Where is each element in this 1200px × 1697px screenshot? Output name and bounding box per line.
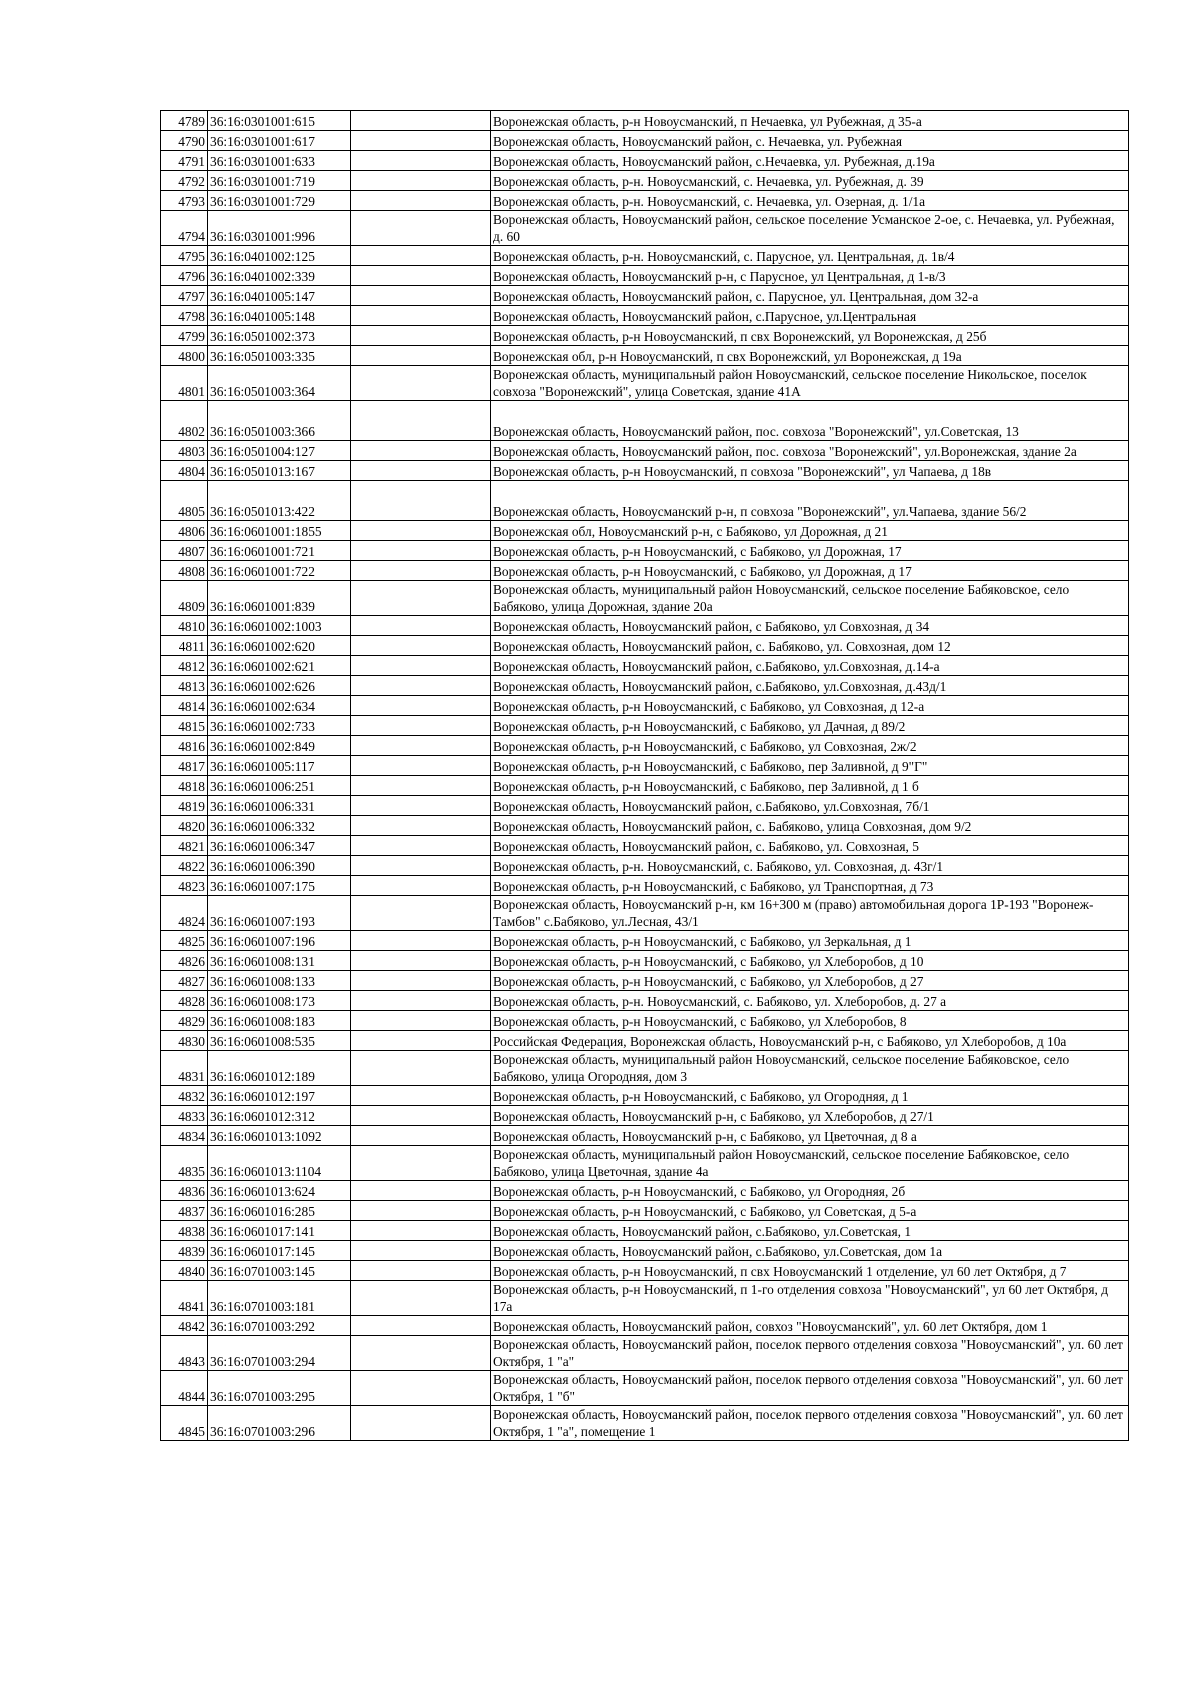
table-row [161, 776, 1129, 796]
row-number-cell: 4834 [161, 1126, 208, 1146]
table-row [161, 481, 1129, 521]
row-number-cell: 4805 [161, 481, 208, 521]
table-row [161, 171, 1129, 191]
table-row [161, 401, 1129, 441]
cadastral-number-cell: 36:16:0601002:733 [208, 716, 351, 736]
row-number-cell: 4838 [161, 1221, 208, 1241]
row-number-cell: 4835 [161, 1146, 208, 1181]
address-cell: Воронежская область, р-н Новоусманский, п свх Новоусманский 1 отделение, ул 60 лет Октября, д 7 [491, 1261, 1129, 1281]
cadastral-number-cell: 36:16:0601006:331 [208, 796, 351, 816]
cadastral-number-cell: 36:16:0601008:183 [208, 1011, 351, 1031]
row-number-cell: 4844 [161, 1371, 208, 1406]
table-row [161, 151, 1129, 171]
table-row [161, 131, 1129, 151]
address-cell: Воронежская область, Новоусманский район, с. Бабяково, ул. Совхозная, дом 12 [491, 636, 1129, 656]
empty-cell [351, 756, 491, 776]
address-cell: Воронежская область, Новоусманский район, с. Бабяково, ул. Совхозная, 5 [491, 836, 1129, 856]
empty-cell [351, 1221, 491, 1241]
address-cell: Воронежская область, Новоусманский район, с.Нечаевка, ул. Рубежная, д.19а [491, 151, 1129, 171]
table-row [161, 561, 1129, 581]
address-cell: Воронежская обл, р-н Новоусманский, п свх Воронежский, ул Воронежская, д 19а [491, 346, 1129, 366]
address-cell: Воронежская область, р-н Новоусманский, с Бабяково, ул Хлеборобов, 8 [491, 1011, 1129, 1031]
table-row [161, 1371, 1129, 1406]
address-cell: Воронежская область, р-н. Новоусманский, с. Нечаевка, ул. Рубежная, д. 39 [491, 171, 1129, 191]
address-cell: Воронежская область, р-н Новоусманский, с Бабяково, ул Хлеборобов, д 27 [491, 971, 1129, 991]
cadastral-number-cell: 36:16:0301001:633 [208, 151, 351, 171]
table-row [161, 286, 1129, 306]
address-cell: Российская Федерация, Воронежская область, Новоусманский р-н, с Бабяково, ул Хлеборобов, д 10а [491, 1031, 1129, 1051]
cadastral-number-cell: 36:16:0701003:181 [208, 1281, 351, 1316]
cadastral-number-cell: 36:16:0301001:996 [208, 211, 351, 246]
table-row [161, 696, 1129, 716]
empty-cell [351, 616, 491, 636]
table-row [161, 856, 1129, 876]
empty-cell [351, 481, 491, 521]
table-row [161, 636, 1129, 656]
row-number-cell: 4840 [161, 1261, 208, 1281]
row-number-cell: 4800 [161, 346, 208, 366]
empty-cell [351, 326, 491, 346]
table-row [161, 346, 1129, 366]
empty-cell [351, 876, 491, 896]
cadastral-number-cell: 36:16:0401002:339 [208, 266, 351, 286]
address-cell: Воронежская область, Новоусманский р-н, с Бабяково, ул Цветочная, д 8 а [491, 1126, 1129, 1146]
empty-cell [351, 1146, 491, 1181]
address-cell: Воронежская область, р-н Новоусманский, с Бабяково, пер Заливной, д 1 б [491, 776, 1129, 796]
table-row [161, 616, 1129, 636]
cadastral-number-cell: 36:16:0601008:535 [208, 1031, 351, 1051]
row-number-cell: 4803 [161, 441, 208, 461]
address-cell: Воронежская область, Новоусманский район, совхоз "Новоусманский", ул. 60 лет Октября, дом 1 [491, 1316, 1129, 1336]
empty-cell [351, 1241, 491, 1261]
cadastral-number-cell: 36:16:0601002:620 [208, 636, 351, 656]
table-row [161, 111, 1129, 131]
row-number-cell: 4791 [161, 151, 208, 171]
address-cell: Воронежская область, р-н Новоусманский, с Бабяково, ул Огородняя, д 1 [491, 1086, 1129, 1106]
row-number-cell: 4836 [161, 1181, 208, 1201]
row-number-cell: 4813 [161, 676, 208, 696]
address-cell: Воронежская область, Новоусманский р-н, с Парусное, ул Центральная, д 1-в/3 [491, 266, 1129, 286]
row-number-cell: 4819 [161, 796, 208, 816]
cadastral-number-cell: 36:16:0701003:145 [208, 1261, 351, 1281]
address-cell: Воронежская область, Новоусманский р-н, км 16+300 м (право) автомобильная дорога 1Р-193 "Воронеж-Тамбов" с.Бабяково, ул.Лесная, 43/1 [491, 896, 1129, 931]
row-number-cell: 4837 [161, 1201, 208, 1221]
empty-cell [351, 1011, 491, 1031]
table-row [161, 931, 1129, 951]
address-cell: Воронежская область, муниципальный район Новоусманский, сельское поселение Бабяковское, село Бабяково, улица Цветочная, здание 4а [491, 1146, 1129, 1181]
row-number-cell: 4821 [161, 836, 208, 856]
empty-cell [351, 816, 491, 836]
table-row [161, 366, 1129, 401]
address-cell: Воронежская область, Новоусманский район, с Бабяково, ул Совхозная, д 34 [491, 616, 1129, 636]
empty-cell [351, 151, 491, 171]
cadastral-number-cell: 36:16:0301001:617 [208, 131, 351, 151]
row-number-cell: 4818 [161, 776, 208, 796]
cadastral-number-cell: 36:16:0601007:196 [208, 931, 351, 951]
table-row [161, 541, 1129, 561]
table-row [161, 1201, 1129, 1221]
table-row [161, 266, 1129, 286]
cadastral-number-cell: 36:16:0401005:148 [208, 306, 351, 326]
row-number-cell: 4827 [161, 971, 208, 991]
cadastral-number-cell: 36:16:0501003:366 [208, 401, 351, 441]
table-row [161, 991, 1129, 1011]
address-cell: Воронежская область, Новоусманский район, с. Нечаевка, ул. Рубежная [491, 131, 1129, 151]
empty-cell [351, 401, 491, 441]
empty-cell [351, 246, 491, 266]
address-cell: Воронежская область, Новоусманский р-н, с Бабяково, ул Хлеборобов, д 27/1 [491, 1106, 1129, 1126]
address-cell: Воронежская область, Новоусманский район, пос. совхоза "Воронежский", ул.Воронежская, здание 2а [491, 441, 1129, 461]
empty-cell [351, 636, 491, 656]
address-cell: Воронежская область, р-н. Новоусманский, с. Нечаевка, ул. Озерная, д. 1/1а [491, 191, 1129, 211]
cadastral-number-cell: 36:16:0601002:626 [208, 676, 351, 696]
table-row [161, 246, 1129, 266]
table-row [161, 971, 1129, 991]
empty-cell [351, 521, 491, 541]
cadastral-number-cell: 36:16:0601006:347 [208, 836, 351, 856]
row-number-cell: 4841 [161, 1281, 208, 1316]
address-cell: Воронежская область, Новоусманский район, поселок первого отделения совхоза "Новоусманский", ул. 60 лет Октября, 1 "а", помещение 1 [491, 1406, 1129, 1441]
cadastral-number-cell: 36:16:0601013:624 [208, 1181, 351, 1201]
address-cell: Воронежская область, Новоусманский район, с. Бабяково, улица Совхозная, дом 9/2 [491, 816, 1129, 836]
registry-table [160, 110, 1129, 1441]
row-number-cell: 4794 [161, 211, 208, 246]
cadastral-number-cell: 36:16:0601013:1092 [208, 1126, 351, 1146]
address-cell: Воронежская область, Новоусманский район, с.Бабяково, ул.Советская, дом 1а [491, 1241, 1129, 1261]
row-number-cell: 4789 [161, 111, 208, 131]
address-cell: Воронежская область, р-н Новоусманский, п 1-го отделения совхоза "Новоусманский", ул 60 лет Октября, д 17а [491, 1281, 1129, 1316]
empty-cell [351, 286, 491, 306]
row-number-cell: 4839 [161, 1241, 208, 1261]
cadastral-number-cell: 36:16:0701003:295 [208, 1371, 351, 1406]
address-cell: Воронежская область, муниципальный район Новоусманский, сельское поселение Никольское, поселок совхоза "Воронежский", улица Советская, здание 41А [491, 366, 1129, 401]
address-cell: Воронежская область, Новоусманский район, с.Бабяково, ул.Совхозная, д.14-а [491, 656, 1129, 676]
address-cell: Воронежская область, Новоусманский район, с.Бабяково, ул.Совхозная, д.43д/1 [491, 676, 1129, 696]
row-number-cell: 4833 [161, 1106, 208, 1126]
address-cell: Воронежская область, муниципальный район Новоусманский, сельское поселение Бабяковское, село Бабяково, улица Дорожная, здание 20а [491, 581, 1129, 616]
cadastral-number-cell: 36:16:0601006:332 [208, 816, 351, 836]
table-row [161, 1086, 1129, 1106]
empty-cell [351, 171, 491, 191]
table-row [161, 306, 1129, 326]
row-number-cell: 4830 [161, 1031, 208, 1051]
row-number-cell: 4812 [161, 656, 208, 676]
row-number-cell: 4828 [161, 991, 208, 1011]
row-number-cell: 4802 [161, 401, 208, 441]
cadastral-number-cell: 36:16:0601002:634 [208, 696, 351, 716]
cadastral-number-cell: 36:16:0501002:373 [208, 326, 351, 346]
address-cell: Воронежская область, р-н Новоусманский, с Бабяково, ул Огородняя, 2б [491, 1181, 1129, 1201]
empty-cell [351, 1336, 491, 1371]
table-row [161, 1316, 1129, 1336]
address-cell: Воронежская область, р-н Новоусманский, с Бабяково, ул Транспортная, д 73 [491, 876, 1129, 896]
table-row [161, 1106, 1129, 1126]
empty-cell [351, 1181, 491, 1201]
address-cell: Воронежская обл, Новоусманский р-н, с Бабяково, ул Дорожная, д 21 [491, 521, 1129, 541]
address-cell: Воронежская область, р-н Новоусманский, с Бабяково, ул Совхозная, д 12-а [491, 696, 1129, 716]
row-number-cell: 4799 [161, 326, 208, 346]
cadastral-number-cell: 36:16:0601012:197 [208, 1086, 351, 1106]
address-cell: Воронежская область, р-н Новоусманский, с Бабяково, ул Зеркальная, д 1 [491, 931, 1129, 951]
table-row [161, 836, 1129, 856]
row-number-cell: 4823 [161, 876, 208, 896]
empty-cell [351, 716, 491, 736]
table-row [161, 1261, 1129, 1281]
empty-cell [351, 581, 491, 616]
row-number-cell: 4790 [161, 131, 208, 151]
cadastral-number-cell: 36:16:0601006:390 [208, 856, 351, 876]
empty-cell [351, 191, 491, 211]
address-cell: Воронежская область, р-н Новоусманский, с Бабяково, ул Дорожная, д 17 [491, 561, 1129, 581]
empty-cell [351, 1406, 491, 1441]
table-row [161, 1126, 1129, 1146]
empty-cell [351, 951, 491, 971]
empty-cell [351, 896, 491, 931]
address-cell: Воронежская область, Новоусманский р-н, п совхоза "Воронежский", ул.Чапаева, здание 56/2 [491, 481, 1129, 521]
table-row [161, 1281, 1129, 1316]
row-number-cell: 4814 [161, 696, 208, 716]
address-cell: Воронежская область, Новоусманский район, сельское поселение Усманское 2-ое, с. Нечаевка, ул. Рубежная, д. 60 [491, 211, 1129, 246]
empty-cell [351, 131, 491, 151]
cadastral-number-cell: 36:16:0601017:141 [208, 1221, 351, 1241]
address-cell: Воронежская область, р-н Новоусманский, п совхоза "Воронежский", ул Чапаева, д 18в [491, 461, 1129, 481]
cadastral-number-cell: 36:16:0601008:173 [208, 991, 351, 1011]
cadastral-number-cell: 36:16:0601013:1104 [208, 1146, 351, 1181]
cadastral-number-cell: 36:16:0601006:251 [208, 776, 351, 796]
address-cell: Воронежская область, р-н Новоусманский, с Бабяково, ул Советская, д 5-а [491, 1201, 1129, 1221]
empty-cell [351, 856, 491, 876]
table-row [161, 1406, 1129, 1441]
address-cell: Воронежская область, р-н. Новоусманский, с. Бабяково, ул. Совхозная, д. 43г/1 [491, 856, 1129, 876]
empty-cell [351, 696, 491, 716]
table-row [161, 326, 1129, 346]
cadastral-number-cell: 36:16:0301001:719 [208, 171, 351, 191]
cadastral-number-cell: 36:16:0601008:133 [208, 971, 351, 991]
table-row [161, 1146, 1129, 1181]
row-number-cell: 4801 [161, 366, 208, 401]
row-number-cell: 4817 [161, 756, 208, 776]
empty-cell [351, 1031, 491, 1051]
row-number-cell: 4807 [161, 541, 208, 561]
cadastral-number-cell: 36:16:0601012:189 [208, 1051, 351, 1086]
address-cell: Воронежская область, р-н Новоусманский, с Бабяково, ул Совхозная, 2ж/2 [491, 736, 1129, 756]
cadastral-number-cell: 36:16:0601002:621 [208, 656, 351, 676]
address-cell: Воронежская область, Новоусманский район, пос. совхоза "Воронежский", ул.Советская, 13 [491, 401, 1129, 441]
address-cell: Воронежская область, р-н Новоусманский, с Бабяково, пер Заливной, д 9"Г" [491, 756, 1129, 776]
cadastral-number-cell: 36:16:0701003:296 [208, 1406, 351, 1441]
row-number-cell: 4798 [161, 306, 208, 326]
row-number-cell: 4797 [161, 286, 208, 306]
cadastral-number-cell: 36:16:0501003:364 [208, 366, 351, 401]
address-cell: Воронежская область, р-н Новоусманский, п Нечаевка, ул Рубежная, д 35-а [491, 111, 1129, 131]
empty-cell [351, 346, 491, 366]
empty-cell [351, 561, 491, 581]
cadastral-number-cell: 36:16:0301001:615 [208, 111, 351, 131]
cadastral-number-cell: 36:16:0701003:294 [208, 1336, 351, 1371]
empty-cell [351, 736, 491, 756]
cadastral-number-cell: 36:16:0501004:127 [208, 441, 351, 461]
empty-cell [351, 441, 491, 461]
address-cell: Воронежская область, р-н Новоусманский, с Бабяково, ул Дорожная, 17 [491, 541, 1129, 561]
table-row [161, 441, 1129, 461]
row-number-cell: 4831 [161, 1051, 208, 1086]
cadastral-number-cell: 36:16:0701003:292 [208, 1316, 351, 1336]
row-number-cell: 4822 [161, 856, 208, 876]
table-row [161, 1181, 1129, 1201]
cadastral-number-cell: 36:16:0601001:722 [208, 561, 351, 581]
row-number-cell: 4825 [161, 931, 208, 951]
row-number-cell: 4796 [161, 266, 208, 286]
table-row [161, 876, 1129, 896]
row-number-cell: 4826 [161, 951, 208, 971]
empty-cell [351, 211, 491, 246]
address-cell: Воронежская область, р-н. Новоусманский, с. Парусное, ул. Центральная, д. 1в/4 [491, 246, 1129, 266]
cadastral-number-cell: 36:16:0601001:721 [208, 541, 351, 561]
row-number-cell: 4806 [161, 521, 208, 541]
empty-cell [351, 971, 491, 991]
row-number-cell: 4808 [161, 561, 208, 581]
address-cell: Воронежская область, р-н Новоусманский, с Бабяково, ул Хлеборобов, д 10 [491, 951, 1129, 971]
empty-cell [351, 541, 491, 561]
row-number-cell: 4810 [161, 616, 208, 636]
table-row [161, 1031, 1129, 1051]
table-row [161, 796, 1129, 816]
table-row [161, 1051, 1129, 1086]
row-number-cell: 4824 [161, 896, 208, 931]
table-row [161, 1241, 1129, 1261]
cadastral-number-cell: 36:16:0601012:312 [208, 1106, 351, 1126]
row-number-cell: 4842 [161, 1316, 208, 1336]
table-row [161, 716, 1129, 736]
empty-cell [351, 776, 491, 796]
table-row [161, 211, 1129, 246]
table-row [161, 461, 1129, 481]
row-number-cell: 4843 [161, 1336, 208, 1371]
address-cell: Воронежская область, муниципальный район Новоусманский, сельское поселение Бабяковское, село Бабяково, улица Огородняя, дом 3 [491, 1051, 1129, 1086]
row-number-cell: 4815 [161, 716, 208, 736]
table-row [161, 1011, 1129, 1031]
cadastral-number-cell: 36:16:0601008:131 [208, 951, 351, 971]
empty-cell [351, 656, 491, 676]
row-number-cell: 4829 [161, 1011, 208, 1031]
empty-cell [351, 991, 491, 1011]
table-row [161, 756, 1129, 776]
address-cell: Воронежская область, Новоусманский район, с.Парусное, ул.Центральная [491, 306, 1129, 326]
row-number-cell: 4804 [161, 461, 208, 481]
table-row [161, 736, 1129, 756]
empty-cell [351, 1316, 491, 1336]
table-row [161, 896, 1129, 931]
cadastral-number-cell: 36:16:0601002:1003 [208, 616, 351, 636]
table-row [161, 581, 1129, 616]
empty-cell [351, 1281, 491, 1316]
cadastral-number-cell: 36:16:0301001:729 [208, 191, 351, 211]
cadastral-number-cell: 36:16:0601001:839 [208, 581, 351, 616]
table-row [161, 1336, 1129, 1371]
table-row [161, 1221, 1129, 1241]
empty-cell [351, 266, 491, 286]
address-cell: Воронежская область, Новоусманский район, с.Бабяково, ул.Совхозная, 7б/1 [491, 796, 1129, 816]
row-number-cell: 4793 [161, 191, 208, 211]
row-number-cell: 4816 [161, 736, 208, 756]
address-cell: Воронежская область, р-н. Новоусманский, с. Бабяково, ул. Хлеборобов, д. 27 а [491, 991, 1129, 1011]
table-row [161, 816, 1129, 836]
address-cell: Воронежская область, р-н Новоусманский, п свх Воронежский, ул Воронежская, д 25б [491, 326, 1129, 346]
address-cell: Воронежская область, Новоусманский район, поселок первого отделения совхоза "Новоусманский", ул. 60 лет Октября, 1 "б" [491, 1371, 1129, 1406]
empty-cell [351, 366, 491, 401]
table-row [161, 676, 1129, 696]
table-row [161, 521, 1129, 541]
empty-cell [351, 676, 491, 696]
row-number-cell: 4792 [161, 171, 208, 191]
cadastral-number-cell: 36:16:0401002:125 [208, 246, 351, 266]
cadastral-number-cell: 36:16:0601007:193 [208, 896, 351, 931]
address-cell: Воронежская область, Новоусманский район, с.Бабяково, ул.Советская, 1 [491, 1221, 1129, 1241]
empty-cell [351, 1201, 491, 1221]
empty-cell [351, 1106, 491, 1126]
cadastral-number-cell: 36:16:0601005:117 [208, 756, 351, 776]
cadastral-number-cell: 36:16:0501003:335 [208, 346, 351, 366]
empty-cell [351, 1126, 491, 1146]
row-number-cell: 4809 [161, 581, 208, 616]
row-number-cell: 4795 [161, 246, 208, 266]
row-number-cell: 4845 [161, 1406, 208, 1441]
row-number-cell: 4820 [161, 816, 208, 836]
empty-cell [351, 836, 491, 856]
registry-table-body [161, 111, 1129, 1441]
row-number-cell: 4811 [161, 636, 208, 656]
cadastral-number-cell: 36:16:0501013:422 [208, 481, 351, 521]
cadastral-number-cell: 36:16:0601002:849 [208, 736, 351, 756]
row-number-cell: 4832 [161, 1086, 208, 1106]
address-cell: Воронежская область, р-н Новоусманский, с Бабяково, ул Дачная, д 89/2 [491, 716, 1129, 736]
cadastral-number-cell: 36:16:0601016:285 [208, 1201, 351, 1221]
table-row [161, 951, 1129, 971]
table-row [161, 191, 1129, 211]
empty-cell [351, 1261, 491, 1281]
cadastral-number-cell: 36:16:0401005:147 [208, 286, 351, 306]
table-row [161, 656, 1129, 676]
empty-cell [351, 1086, 491, 1106]
cadastral-number-cell: 36:16:0501013:167 [208, 461, 351, 481]
empty-cell [351, 461, 491, 481]
empty-cell [351, 796, 491, 816]
address-cell: Воронежская область, Новоусманский район, поселок первого отделения совхоза "Новоусманский", ул. 60 лет Октября, 1 "а" [491, 1336, 1129, 1371]
cadastral-number-cell: 36:16:0601007:175 [208, 876, 351, 896]
empty-cell [351, 111, 491, 131]
empty-cell [351, 306, 491, 326]
cadastral-number-cell: 36:16:0601001:1855 [208, 521, 351, 541]
empty-cell [351, 931, 491, 951]
empty-cell [351, 1371, 491, 1406]
empty-cell [351, 1051, 491, 1086]
cadastral-number-cell: 36:16:0601017:145 [208, 1241, 351, 1261]
address-cell: Воронежская область, Новоусманский район, с. Парусное, ул. Центральная, дом 32-а [491, 286, 1129, 306]
